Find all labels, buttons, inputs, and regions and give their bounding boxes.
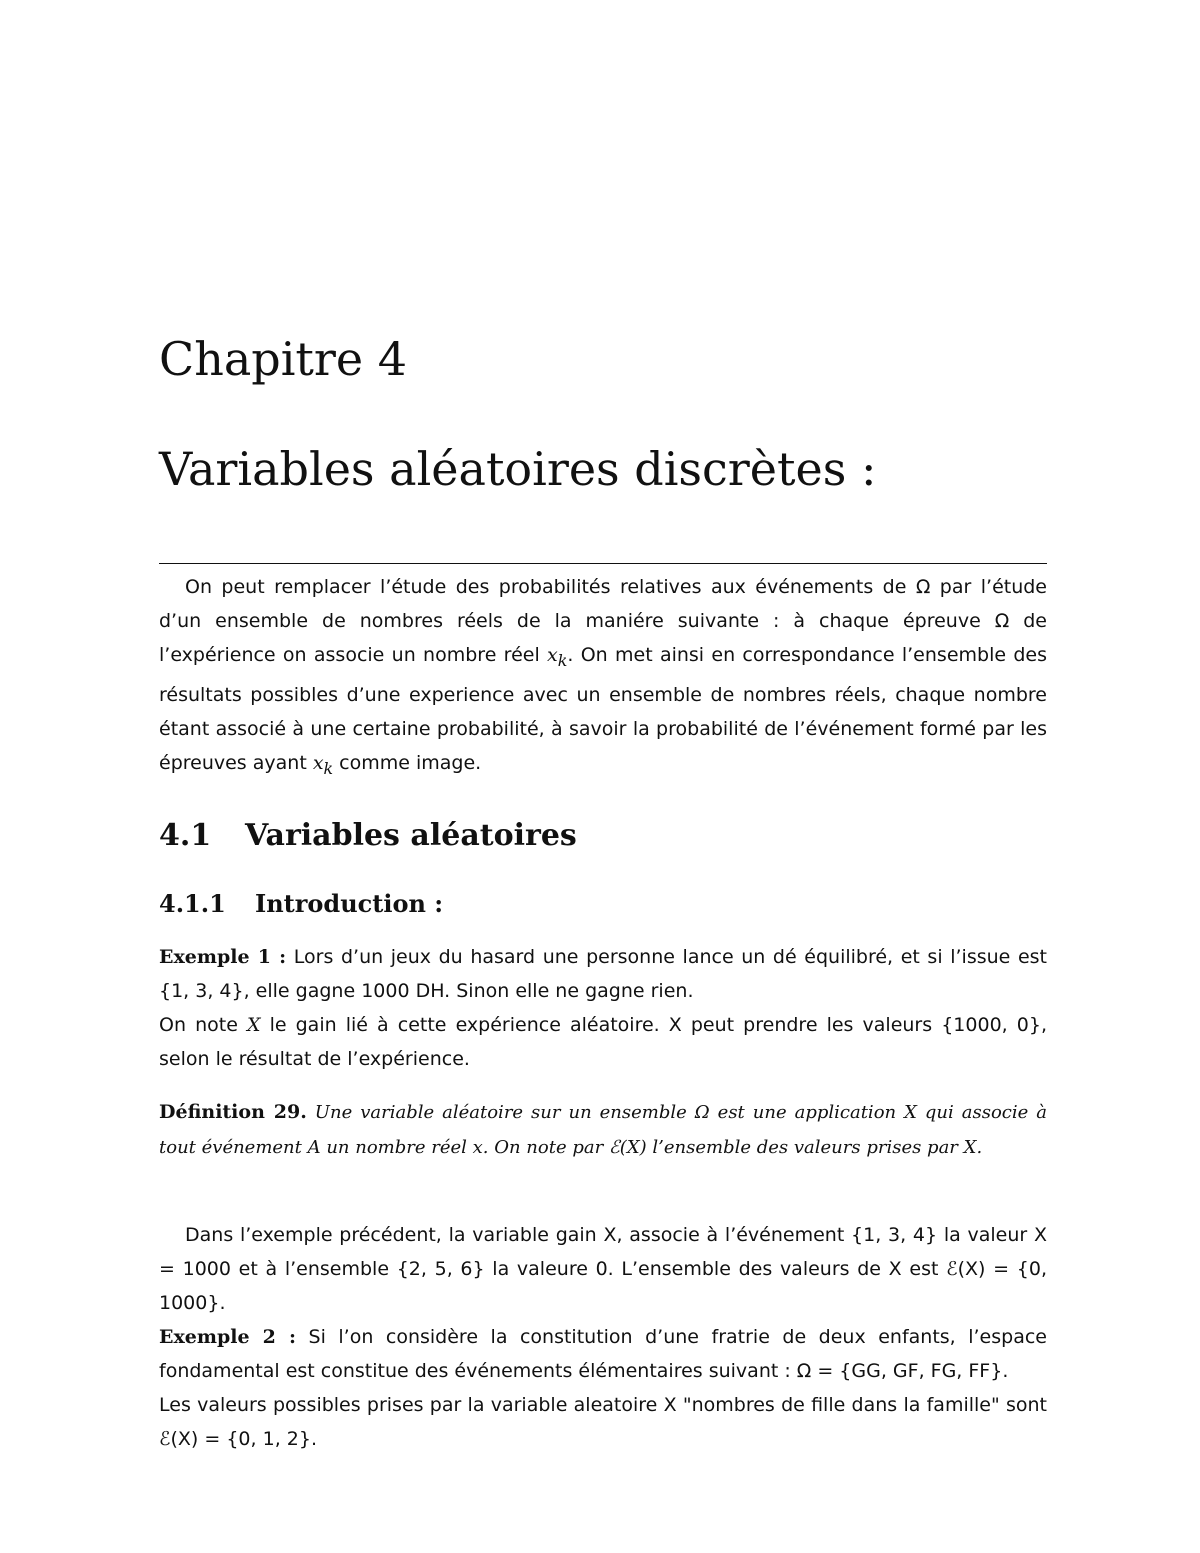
example-1-text: Lors d’un jeux du hasard une personne lance un dé équilibré, et si l’issue est {1, 3, 4}, elle gagne 1000 DH. Sinon elle ne gagne rien. (159, 946, 1047, 1002)
definition-text: Une variable aléatoire sur un ensemble Ω est une application X qui associe à tout événement A un nombre réel x. On note par ℰ(X) l’ensemble des valeurs prises par X. (159, 1102, 1048, 1158)
example-2-text: Si l’on considère la constitution d’une fratrie de deux enfants, l’espace fondamental est constitue des événements élémentaires suivant : Ω = {GG, GF, FG, FF}. (159, 1326, 1047, 1382)
example-2-paragraph (159, 1320, 1047, 1388)
example-2-label: Exemple 2 : (159, 1326, 297, 1348)
section-title: Variables aléatoires (245, 818, 577, 853)
example-1 (159, 940, 1047, 1076)
section-heading (159, 818, 1047, 853)
example-1-note-b: le gain lié à cette expérience aléatoire. X peut prendre les valeurs {1000, 0}, selon le résultat de l’expérience. (159, 1014, 1047, 1070)
definition-29 (159, 1095, 1047, 1165)
intro-x-1: x (547, 644, 558, 666)
intro-text-1: On peut remplacer l’étude des probabilités relatives aux événements de Ω par l’étude d’un ensemble de nombres réels de la maniére suivante : à chaque épreuve Ω de l’expérience on associe un nombre réel (159, 576, 1047, 666)
intro-x-2: x (312, 751, 324, 774)
subsection-heading (159, 889, 1047, 918)
intro-text-2: . On met ainsi en correspondance l’ensemble des résultats possibles d’une experience avec un ensemble de nombres réels, chaque nombre étant associé à une certaine probabilité, à savoir la probabilité de l’événement formé par les épreuves ayant (159, 644, 1047, 774)
definition-label: Définition 29. (159, 1101, 307, 1123)
intro-k-1: k (557, 650, 568, 670)
intro-k-2: k (323, 758, 334, 778)
chapter-label: Chapitre 4 (159, 332, 407, 386)
chapter-title: Variables aléatoires discrètes : (159, 442, 877, 496)
intro-xk-2 (312, 751, 334, 778)
document-page (159, 0, 1047, 1553)
example-1-note-a: On note (159, 1014, 247, 1036)
horizontal-rule (159, 563, 1047, 564)
definition-paragraph (159, 1095, 1047, 1165)
subsection-title: Introduction : (255, 889, 444, 918)
intro-text-3: comme image. (333, 751, 482, 774)
example-1-note (159, 1008, 1047, 1076)
intro-xk-1 (547, 644, 568, 670)
subsection-number: 4.1.1 (159, 889, 226, 918)
followup-paragraph: Dans l’exemple précédent, la variable gain X, associe à l’événement {1, 3, 4} la valeur X = 1000 et à l’ensemble {2, 5, 6} la valeure 0. L’ensemble des valeurs de X est ℰ(X) = {0, 1000}. (159, 1224, 1047, 1314)
example-followup (159, 1218, 1047, 1456)
intro-paragraph (159, 570, 1047, 786)
example-1-var: X (246, 1014, 261, 1036)
example-1-paragraph (159, 940, 1047, 1008)
example-1-label: Exemple 1 : (159, 946, 287, 968)
section-number: 4.1 (159, 818, 212, 853)
example-2-values: Les valeurs possibles prises par la variable aleatoire X "nombres de fille dans la famille" sont ℰ(X) = {0, 1, 2}. (159, 1394, 1047, 1450)
